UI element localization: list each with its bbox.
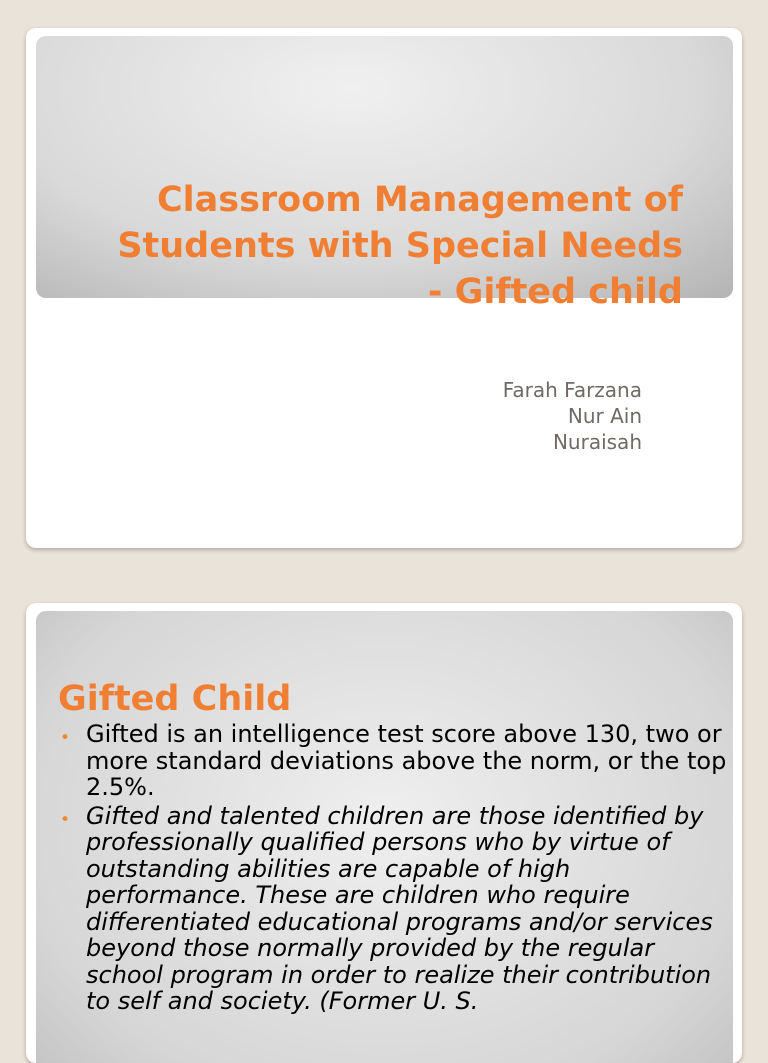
bullet-item xyxy=(58,803,738,1015)
slide-title: Classroom Management of Students with Special Needs - Gifted child xyxy=(117,180,683,312)
bullet-text: Gifted is an intelligence test score above 130, two or more standard deviations above the norm, or the top 2.5%. xyxy=(86,720,727,801)
author-name: Farah Farzana xyxy=(502,378,642,402)
author-name: Nuraisah xyxy=(552,430,642,454)
slide-heading: Gifted Child xyxy=(58,679,292,719)
content-panel xyxy=(36,611,733,1063)
bullet-icon: • xyxy=(60,809,71,830)
slide-2 xyxy=(26,603,742,1063)
author-list xyxy=(503,377,642,455)
bullet-list xyxy=(58,721,738,1017)
bullet-item xyxy=(58,721,738,801)
author-name: Nur Ain xyxy=(567,404,642,428)
slide-1 xyxy=(26,28,742,548)
title-panel xyxy=(36,36,733,312)
bullet-text: Gifted and talented children are those identified by professionally qualified persons who by virtue of outstanding abilities are capable of high performance. These are children who require differentiated educational programs and/or services beyond those normally provided by the regular school program in order to realize their contribution to self and society. (Former U. S. xyxy=(86,801,713,1015)
bullet-icon: • xyxy=(60,728,71,748)
